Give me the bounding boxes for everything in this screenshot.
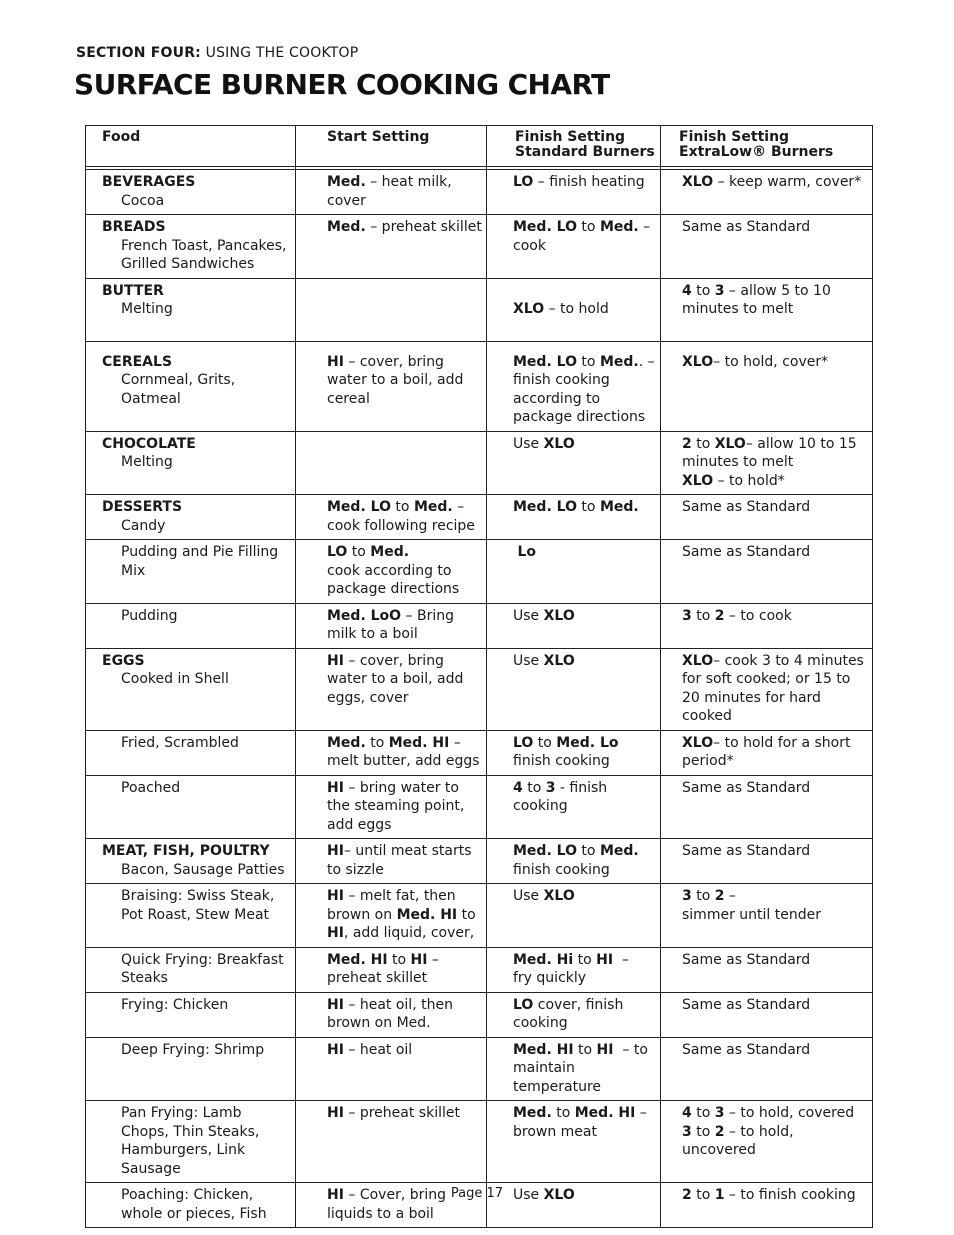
start-setting-cell: Med. LO to Med. – cook following recipe — [296, 495, 487, 540]
food-item: Candy — [121, 517, 166, 534]
standard-burner-cell: Med. Hi to HI – fry quickly — [487, 947, 661, 992]
food-category: CHOCOLATE — [102, 435, 196, 452]
section-label — [76, 45, 358, 61]
food-item: Pan Frying: Lamb Chops, Thin Steaks, Hamburgers, Link Sausage — [121, 1105, 260, 1177]
standard-burner-cell: Med. LO to Med. finish cooking — [487, 839, 661, 884]
standard-burner-cell: LO cover, finish cooking — [487, 992, 661, 1037]
table-row — [86, 775, 873, 839]
standard-burner-cell: Med. LO to Med. – cook — [487, 215, 661, 279]
standard-burner-cell: Use XLO — [487, 648, 661, 730]
food-item: Braising: Swiss Steak, Pot Roast, Stew Meat — [121, 888, 275, 923]
extralow-burner-cell: 2 to XLO– allow 10 to 15 minutes to melt XLO – to hold* — [661, 431, 873, 495]
table-row — [86, 839, 873, 884]
food-category: DESSERTS — [102, 499, 183, 515]
table-row — [86, 278, 873, 341]
table-row — [86, 648, 873, 730]
food-cell — [86, 648, 296, 730]
food-cell — [86, 839, 296, 884]
food-cell — [86, 1101, 296, 1183]
food-cell — [86, 540, 296, 604]
standard-burner-cell: Med. to Med. HI – brown meat — [487, 1101, 661, 1183]
extralow-burner-cell: Same as Standard — [661, 775, 873, 839]
standard-burner-cell: LO – finish heating — [487, 170, 661, 215]
food-item: Deep Frying: Shrimp — [121, 1041, 265, 1058]
food-cell — [86, 884, 296, 948]
food-item: French Toast, Pancakes, Grilled Sandwiches — [121, 237, 287, 272]
food-cell — [86, 495, 296, 540]
start-setting-cell: Med. HI to HI – preheat skillet — [296, 947, 487, 992]
extralow-burner-cell: 4 to 3 – to hold, covered 3 to 2 – to hold, uncovered — [661, 1101, 873, 1183]
table-row — [86, 495, 873, 540]
food-cell — [86, 278, 296, 341]
table-row — [86, 603, 873, 648]
food-cell — [86, 947, 296, 992]
extralow-burner-cell: XLO – keep warm, cover* — [661, 170, 873, 215]
extralow-burner-cell: 4 to 3 – allow 5 to 10 minutes to melt — [661, 278, 873, 341]
start-setting-cell — [296, 278, 487, 341]
column-header-start: Start Setting — [296, 126, 487, 167]
food-cell — [86, 1037, 296, 1101]
food-category: CEREALS — [102, 353, 173, 370]
table-row — [86, 540, 873, 604]
food-category: MEAT, FISH, POULTRY — [102, 843, 270, 859]
page-number: Page 17 — [450, 1186, 504, 1201]
extralow-burner-cell: Same as Standard — [661, 495, 873, 540]
food-category: BUTTER — [102, 282, 164, 299]
table-row — [86, 992, 873, 1037]
start-setting-cell — [296, 431, 487, 495]
start-setting-cell: HI – cover, bring water to a boil, add eggs, cover — [296, 648, 487, 730]
start-setting-cell: HI– until meat starts to sizzle — [296, 839, 487, 884]
standard-burner-cell: 4 to 3 - finish cooking — [487, 775, 661, 839]
food-item: Fried, Scrambled — [121, 734, 239, 751]
start-setting-cell: HI – cover, bring water to a boil, add cereal — [296, 341, 487, 431]
food-cell — [86, 431, 296, 495]
food-item: Pudding and Pie Filling Mix — [121, 544, 279, 579]
standard-burner-cell: Med. LO to Med.. – finish cooking according to package directions — [487, 341, 661, 431]
start-setting-cell: HI – Cover, bring liquids to a boil — [296, 1183, 487, 1228]
table-row — [86, 431, 873, 495]
table-header-row — [86, 126, 873, 167]
food-cell — [86, 341, 296, 431]
extralow-burner-cell: Same as Standard — [661, 839, 873, 884]
food-item: Bacon, Sausage Patties — [121, 861, 285, 878]
food-cell — [86, 215, 296, 279]
food-item: Melting — [121, 454, 173, 470]
food-item: Quick Frying: Breakfast Steaks — [121, 951, 284, 986]
start-setting-cell: HI – melt fat, then brown on Med. HI to HI, add liquid, cover, — [296, 884, 487, 948]
start-setting-cell: Med. LoO – Bring milk to a boil — [296, 603, 487, 648]
extralow-burner-cell: 2 to 1 – to finish cooking — [661, 1183, 873, 1228]
start-setting-cell: HI – preheat skillet — [296, 1101, 487, 1183]
extralow-burner-cell: XLO– cook 3 to 4 minutes for soft cooked; or 15 to 20 minutes for hard cooked — [661, 648, 873, 730]
standard-burner-cell: Med. HI to HI – to maintain temperature — [487, 1037, 661, 1101]
food-cell — [86, 992, 296, 1037]
standard-burner-cell: Lo — [487, 540, 661, 604]
start-setting-cell: HI – heat oil — [296, 1037, 487, 1101]
start-setting-cell: Med. to Med. HI – melt butter, add eggs — [296, 730, 487, 775]
food-category: EGGS — [102, 652, 145, 669]
table-row — [86, 947, 873, 992]
table-row — [86, 215, 873, 279]
extralow-burner-cell: 3 to 2 – simmer until tender — [661, 884, 873, 948]
food-item: Frying: Chicken — [121, 996, 229, 1013]
food-cell — [86, 603, 296, 648]
page-title: SURFACE BURNER COOKING CHART — [74, 68, 610, 101]
table-row — [86, 1037, 873, 1101]
cooking-chart-table — [85, 125, 873, 1228]
food-category: BEVERAGES — [102, 174, 196, 190]
standard-burner-cell: Use XLO — [487, 884, 661, 948]
standard-burner-cell: LO to Med. Lo finish cooking — [487, 730, 661, 775]
food-item: Cooked in Shell — [121, 671, 229, 687]
extralow-burner-cell: Same as Standard — [661, 947, 873, 992]
extralow-burner-cell: 3 to 2 – to cook — [661, 603, 873, 648]
section-name: USING THE COOKTOP — [200, 45, 359, 61]
column-header-food: Food — [86, 126, 296, 167]
table-row — [86, 884, 873, 948]
extralow-burner-cell: Same as Standard — [661, 992, 873, 1037]
start-setting-cell: HI – bring water to the steaming point, add eggs — [296, 775, 487, 839]
standard-burner-cell: Use XLO — [487, 603, 661, 648]
start-setting-cell: HI – heat oil, then brown on Med. — [296, 992, 487, 1037]
extralow-burner-cell: Same as Standard — [661, 215, 873, 279]
table-row — [86, 1101, 873, 1183]
food-item: Pudding — [121, 607, 178, 624]
standard-burner-cell: XLO – to hold — [487, 278, 661, 341]
extralow-burner-cell: Same as Standard — [661, 1037, 873, 1101]
food-item: Melting — [121, 301, 173, 317]
food-cell — [86, 775, 296, 839]
table-row — [86, 170, 873, 215]
start-setting-cell: Med. – preheat skillet — [296, 215, 487, 279]
standard-burner-cell: Use XLO — [487, 1183, 661, 1228]
food-category: BREADS — [102, 219, 166, 235]
column-header-extralow: Finish Setting ExtraLow® Burners — [661, 126, 873, 167]
start-setting-cell: Med. – heat milk, cover — [296, 170, 487, 215]
standard-burner-cell: Med. LO to Med. — [487, 495, 661, 540]
standard-burner-cell: Use XLO — [487, 431, 661, 495]
food-item: Cocoa — [121, 192, 165, 209]
start-setting-cell: LO to Med. cook according to package directions — [296, 540, 487, 604]
food-item: Poaching: Chicken, whole or pieces, Fish — [121, 1187, 267, 1222]
extralow-burner-cell: Same as Standard — [661, 540, 873, 604]
food-item: Cornmeal, Grits, Oatmeal — [121, 372, 236, 407]
food-cell — [86, 730, 296, 775]
table-row — [86, 730, 873, 775]
food-cell — [86, 170, 296, 215]
table-row — [86, 341, 873, 431]
column-header-standard: Finish Setting Standard Burners — [487, 126, 661, 167]
extralow-burner-cell: XLO– to hold, cover* — [661, 341, 873, 431]
food-item: Poached — [121, 779, 181, 796]
section-number: SECTION FOUR: — [76, 45, 201, 61]
extralow-burner-cell: XLO– to hold for a short period* — [661, 730, 873, 775]
